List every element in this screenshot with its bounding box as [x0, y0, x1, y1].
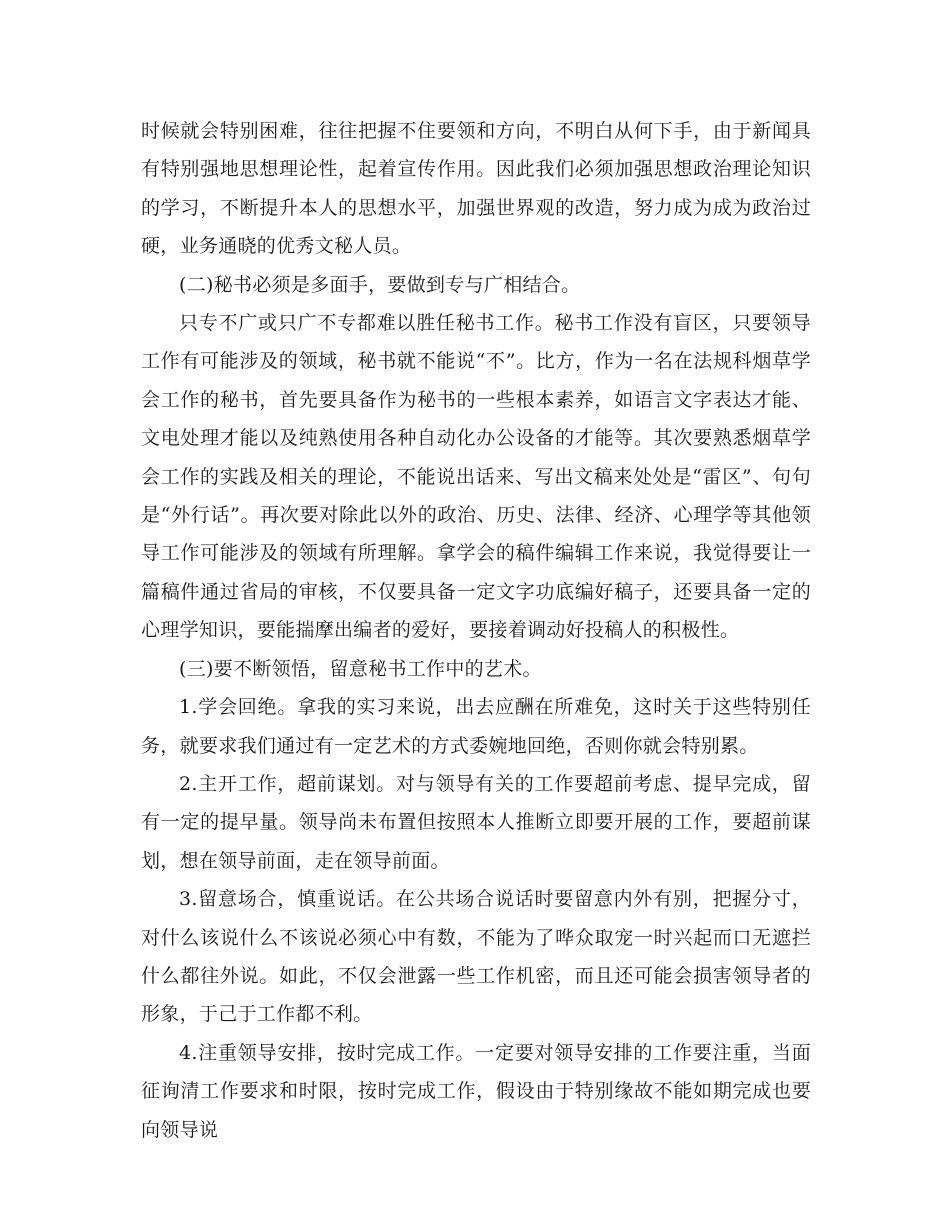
- paragraph-continuation: 时候就会特别困难，往往把握不住要领和方向，不明白从何下手，由于新闻具有特别强地思想理论性，起着宣传作用。因此我们必须加强思想政治理论知识的学习，不断提升本人的思想水平，加强世界观的改造，努力成为成为政治过硬，业务通晓的优秀文秘人员。: [141, 120, 811, 258]
- list-item-4: 4.注重领导安排，按时完成工作。一定要对领导安排的工作要注重，当面征询清工作要求和时限，按时完成工作，假设由于特别缘故不能如期完成也要向领导说: [141, 1041, 811, 1141]
- list-item-3: 3.留意场合，慎重说话。在公共场合说话时要留意内外有别，把握分寸，对什么该说什么不该说必须心中有数，不能为了哗众取宠一时兴起而口无遮拦什么都往外说。如此，不仅会泄露一些工作机密，而且还可能会损害领导者的形象，于己于工作都不利。: [141, 888, 811, 1026]
- section-heading-2: (二)秘书必须是多面手，要做到专与广相结合。: [179, 273, 581, 296]
- list-item-1: 1.学会回绝。拿我的实习来说，出去应酬在所难免，这时关于这些特别任务，就要求我们通过有一定艺术的方式委婉地回绝，否则你就会特别累。: [141, 696, 811, 757]
- section-heading-3: (三)要不断领悟，留意秘书工作中的艺术。: [179, 657, 542, 680]
- list-item-2: 2.主开工作，超前谋划。对与领导有关的工作要超前考虑、提早完成，留有一定的提早量。领导尚未布置但按照本人推断立即要开展的工作，要超前谋划，想在领导前面，走在领导前面。: [141, 772, 811, 872]
- paragraph: 只专不广或只广不专都难以胜任秘书工作。秘书工作没有盲区，只要领导工作有可能涉及的领域，秘书就不能说“不”。比方，作为一名在法规科烟草学会工作的秘书，首先要具备作为秘书的一些根本素养，如语言文字表达才能、文电处理才能以及纯熟使用各种自动化办公设备的才能等。其次要熟悉烟草学会工作的实践及相关的理论，不能说出话来、写出文稿来处处是“雷区”、句句是“外行话”。再次要对除此以外的政治、历史、法律、经济、心理学等其他领导工作可能涉及的领域有所理解。拿学会的稿件编辑工作来说，我觉得要让一篇稿件通过省局的审核，不仅要具备一定文字功底编好稿子，还要具备一定的心理学知识，要能揣摩出编者的爱好，要接着调动好投稿人的积极性。: [141, 312, 811, 642]
- document-body: [141, 112, 811, 1149]
